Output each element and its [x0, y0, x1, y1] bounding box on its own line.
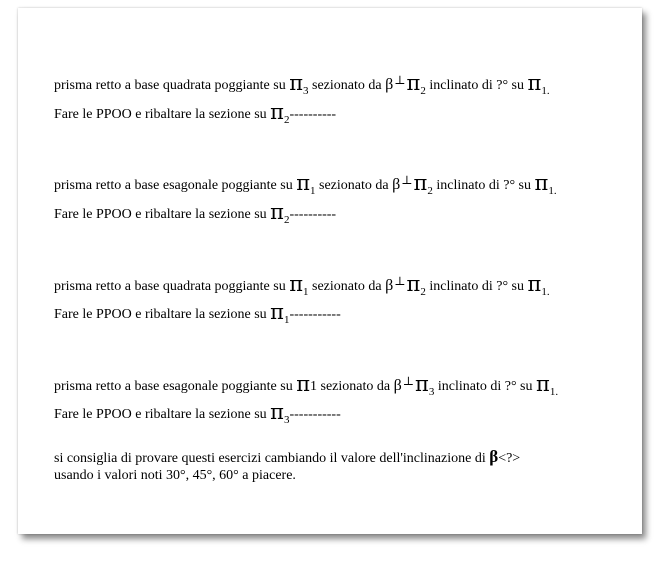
pi-symbol: π	[270, 300, 284, 324]
perpendicular-symbol: ⊥	[401, 173, 413, 187]
pi-symbol: π	[406, 272, 421, 296]
subscript: 2	[420, 85, 426, 97]
pi-symbol: π	[289, 272, 304, 296]
pi-symbol: π	[534, 171, 549, 195]
beta-symbol: β	[489, 447, 499, 466]
dash-line: -----------	[289, 307, 341, 322]
pi-symbol: π	[527, 272, 542, 296]
text: si consiglia di provare questi esercizi cambiando il valore dell'inclinazione di	[54, 451, 490, 466]
text: Fare le PPOO e ribaltare la sezione su	[54, 407, 271, 422]
subscript: 1	[310, 185, 316, 197]
subscript: 2	[283, 214, 290, 226]
perpendicular-symbol: ⊥	[402, 374, 415, 388]
pi-symbol: π	[536, 372, 550, 396]
subscript: 1.	[548, 185, 557, 197]
exercise-3-instruction	[54, 302, 341, 330]
subscript: 2	[420, 286, 426, 298]
pi-symbol: π	[289, 71, 304, 95]
exercise-4-statement	[54, 371, 558, 402]
document-page	[18, 8, 642, 534]
beta-symbol: β	[385, 76, 394, 93]
text: prisma retto a base quadrata poggiante su	[54, 279, 290, 294]
exercise-3-statement	[54, 271, 550, 302]
subscript: 1	[303, 286, 309, 298]
text: inclinato di ?° su	[425, 279, 528, 294]
pi-symbol: π	[270, 400, 284, 424]
exercise-2-instruction	[54, 202, 336, 230]
subscript: 2	[283, 114, 290, 126]
dash-line: -----------	[289, 407, 341, 422]
text: usando i valori noti 30°, 45°, 60° a piacere.	[54, 468, 296, 483]
text: inclinato di ?° su	[425, 78, 528, 93]
text: Fare le PPOO e ribaltare la sezione su	[54, 107, 271, 122]
pi-symbol: π	[270, 200, 284, 224]
subscript: 1.	[541, 85, 550, 97]
text: inclinato di ?° su	[432, 178, 535, 193]
text: <?>	[498, 451, 521, 466]
text: Fare le PPOO e ribaltare la sezione su	[54, 307, 271, 322]
text: sezionato da	[308, 78, 386, 93]
subscript: 3	[428, 386, 435, 398]
perpendicular-symbol: ⊥	[394, 274, 406, 288]
note-line-2	[54, 466, 296, 486]
text: prisma retto a base esagonale poggiante su	[54, 379, 297, 394]
text: Fare le PPOO e ribaltare la sezione su	[54, 207, 271, 222]
pi-symbol: π	[413, 171, 428, 195]
text: inclinato di ?° su	[434, 379, 536, 394]
subscript: 1	[283, 314, 290, 326]
text: prisma retto a base quadrata poggiante su	[54, 78, 290, 93]
pi-symbol: π	[406, 71, 421, 95]
dash-line: ----------	[289, 107, 337, 122]
beta-symbol: β	[385, 277, 394, 294]
pi-symbol: π	[296, 171, 311, 195]
pi-symbol: π	[296, 372, 311, 396]
text: sezionato da	[308, 279, 386, 294]
subscript: 1.	[541, 286, 550, 298]
pi-number: 1	[310, 379, 318, 394]
pi-symbol: π	[527, 71, 542, 95]
exercise-1-statement	[54, 70, 550, 101]
perpendicular-symbol: ⊥	[394, 73, 406, 87]
subscript: 3	[283, 414, 290, 426]
beta-symbol: β	[393, 377, 402, 394]
exercise-1-instruction	[54, 102, 336, 130]
beta-symbol: β	[392, 176, 401, 193]
exercise-2-statement	[54, 170, 557, 201]
pi-symbol: π	[270, 100, 284, 124]
dash-line: ----------	[289, 207, 337, 222]
exercise-4-instruction	[54, 402, 341, 430]
subscript: 1.	[549, 386, 559, 398]
text: sezionato da	[317, 379, 394, 394]
text: sezionato da	[315, 178, 393, 193]
subscript: 3	[303, 85, 309, 97]
text: prisma retto a base esagonale poggiante su	[54, 178, 297, 193]
subscript: 2	[427, 185, 433, 197]
pi-symbol: π	[415, 372, 429, 396]
